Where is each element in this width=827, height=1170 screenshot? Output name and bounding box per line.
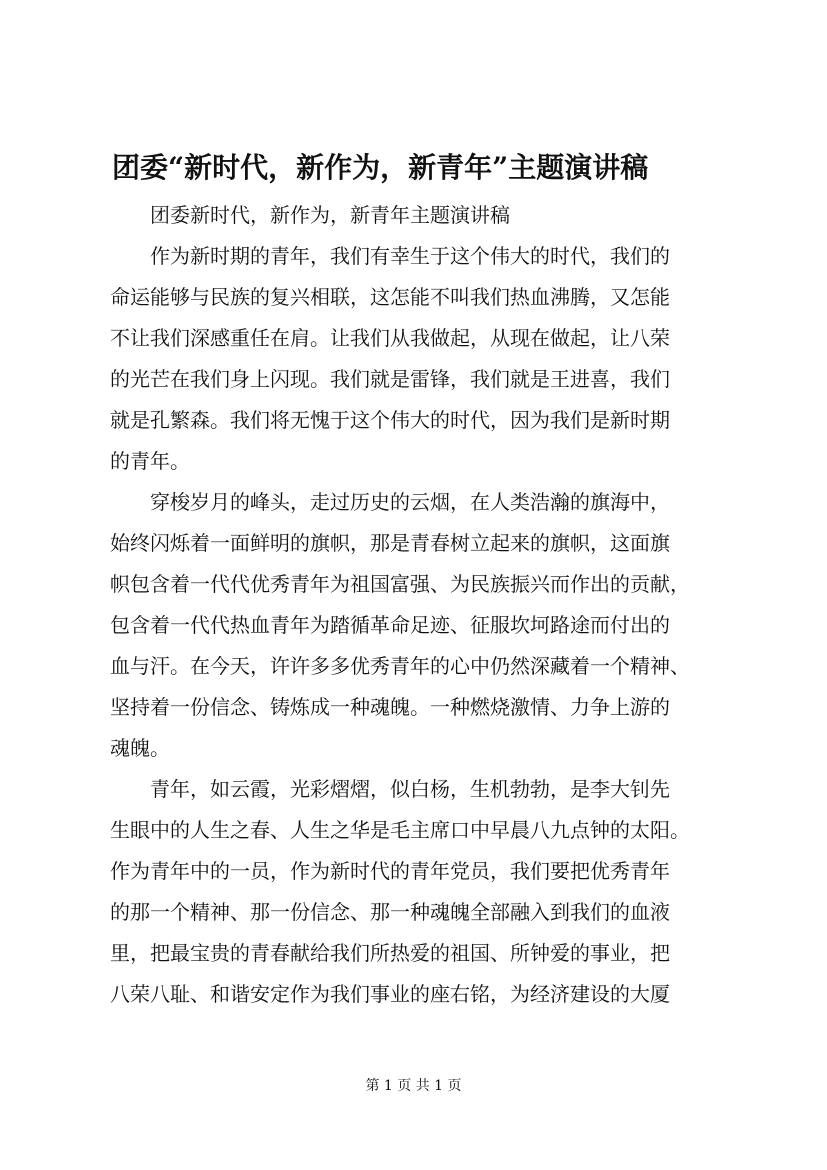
text-line: 生眼中的人生之春、人生之华是毛主席口中早晨八九点钟的太阳。 <box>110 818 690 842</box>
text-line: 的那一个精神、那一份信念、那一种魂魄全部融入到我们的血液 <box>110 900 670 924</box>
text-line: 作为青年中的一员，作为新时代的青年党员，我们要把优秀青年 <box>110 859 670 883</box>
text-line: 里，把最宝贵的青春献给我们所热爱的祖国、所钟爱的事业，把 <box>110 941 670 965</box>
document-title: 团委“新时代，新作为，新青年”主题演讲稿 <box>112 151 649 184</box>
text-line: 帜包含着一代代优秀青年为祖国富强、为民族振兴而作出的贡献， <box>110 572 690 596</box>
document-body <box>110 195 738 1015</box>
paragraph-3 <box>110 769 738 1015</box>
text-line: 不让我们深感重任在肩。让我们从我做起，从现在做起，让八荣 <box>110 326 670 350</box>
text-line: 命运能够与民族的复兴相联，这怎能不叫我们热血沸腾，又怎能 <box>110 285 670 309</box>
text-line: 血与汗。在今天，许许多多优秀青年的心中仍然深藏着一个精神、 <box>110 654 690 678</box>
text-line: 坚持着一份信念、铸炼成一种魂魄。一种燃烧激情、力争上游的 <box>110 695 670 719</box>
paragraph-2 <box>110 482 738 769</box>
page-footer: 第 1 页 共 1 页 <box>365 1078 462 1094</box>
text-line: 八荣八耻、和谐安定作为我们事业的座右铭，为经济建设的大厦 <box>110 982 670 1006</box>
text-line: 的光芒在我们身上闪现。我们就是雷锋，我们就是王进喜，我们 <box>110 367 670 391</box>
text-line: 就是孔繁森。我们将无愧于这个伟大的时代，因为我们是新时期 <box>110 408 670 432</box>
text-line: 穿梭岁月的峰头，走过历史的云烟，在人类浩瀚的旗海中， <box>150 490 670 514</box>
text-line: 的青年。 <box>110 449 190 473</box>
text-line: 青年，如云霞，光彩熠熠，似白杨，生机勃勃，是李大钊先 <box>150 777 670 801</box>
paragraph-1 <box>110 236 738 482</box>
paragraph-subtitle <box>110 195 738 236</box>
text-line: 魂魄。 <box>110 736 170 760</box>
text-line: 始终闪烁着一面鲜明的旗帜，那是青春树立起来的旗帜，这面旗 <box>110 531 670 555</box>
text-line: 团委新时代，新作为，新青年主题演讲稿 <box>150 203 510 227</box>
text-line: 包含着一代代热血青年为踏循革命足迹、征服坎坷路途而付出的 <box>110 613 670 637</box>
text-line: 作为新时期的青年，我们有幸生于这个伟大的时代，我们的 <box>150 244 670 268</box>
